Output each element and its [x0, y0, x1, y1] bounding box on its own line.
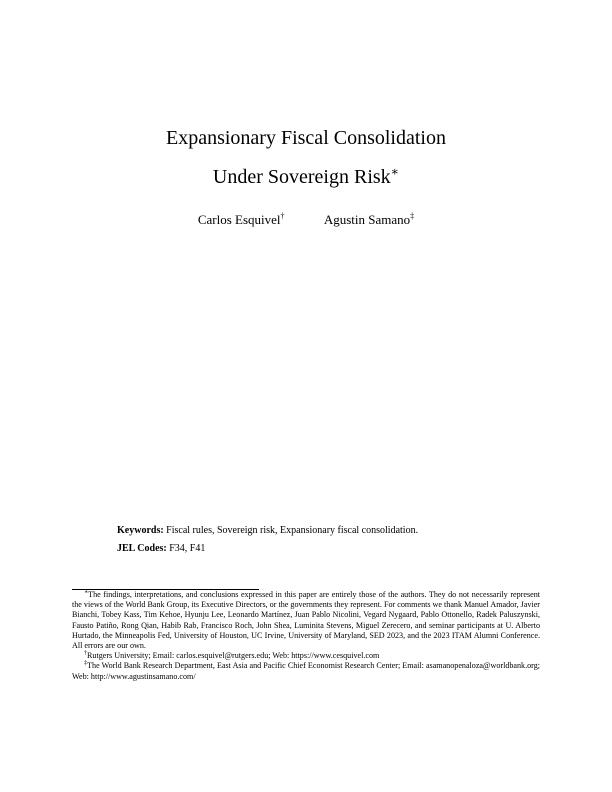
jel-codes-line — [117, 542, 537, 555]
footnote-acknowledgements — [72, 590, 540, 651]
author-1 — [198, 212, 285, 228]
author-2 — [324, 212, 414, 228]
keywords-value: Fiscal rules, Sovereign risk, Expansionary fiscal consolidation. — [166, 525, 419, 536]
footnote-author-1 — [72, 651, 540, 661]
jel-codes-value: F34, F41 — [169, 543, 206, 554]
footnote-text: The findings, interpretations, and conclusions expressed in this paper are entirely those of the authors. They do not necessarily represent the views of the World Bank Group, its Executive Directors, or the governments they represent. For comments we thank Manuel Amador, Javier Bianchi, Tobey Kass, Tim Kehoe, Hyunju Lee, Leonardo Martínez, Juan Pablo Nicolini, Vegard Nygaard, Pablo Ottonello, Radek Paluszynski, Fausto Patiño, Rong Qian, Habib Rab, Francisco Roch, John Shea, Luminita Stevens, Miguel Zerecero, and seminar participants at U. Alberto Hurtado, the Minneapolis Fed, University of Houston, UC Irvine, University of Maryland, SED 2023, and the 2023 ITAM Alumni Conference. All errors are our own. — [72, 590, 540, 651]
keywords-label: Keywords: — [117, 525, 164, 536]
footnote-text: Rutgers University; Email: carlos.esquivel@rutgers.edu; Web: https://www.cesquivel.com — [87, 651, 380, 661]
footnotes — [72, 590, 540, 682]
footnote-text: The World Bank Research Department, East Asia and Pacific Chief Economist Research Center; Email: asamanopenaloza@worldbank.org; Web: http://www.agustinsamano.com/ — [72, 661, 541, 681]
author-name: Carlos Esquivel — [197, 212, 281, 227]
author-name: Agustin Samano — [323, 212, 411, 227]
author-footnote-marker: † — [280, 211, 285, 221]
footnote-marker: ‡ — [84, 660, 88, 667]
paper-title-line-2 — [0, 165, 612, 189]
title-text-1: Expansionary Fiscal Consolidation — [166, 127, 446, 149]
title-text-2: Under Sovereign Risk — [212, 166, 391, 188]
jel-codes-label: JEL Codes: — [117, 543, 167, 554]
title-footnote-marker: ∗ — [390, 164, 400, 179]
paper-title-line-1 — [0, 126, 612, 150]
author-footnote-marker: ‡ — [410, 211, 415, 221]
author-list — [0, 212, 612, 228]
keywords-line — [117, 524, 537, 537]
footnote-marker: ∗ — [84, 589, 89, 596]
footnote-marker: † — [84, 650, 88, 657]
footnote-author-2 — [72, 661, 540, 681]
